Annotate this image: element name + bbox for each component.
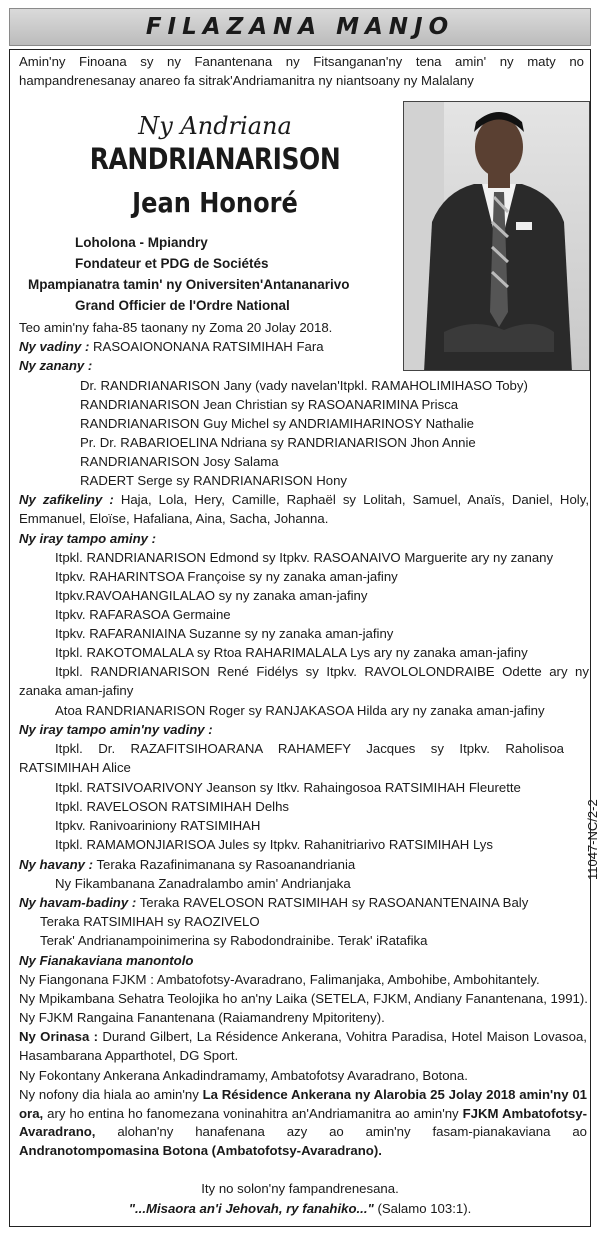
sibling-6: Itpkl. RAKOTOMALALA sy Rtoa RAHARIMALALA Lys ary ny zanaka aman-jafiny (55, 645, 528, 660)
sibling-1: Itpkl. RANDRIANARISON Edmond sy Itpkv. RASOANAIVO Marguerite ary ny zanany (55, 550, 554, 565)
honorific: Ny Andriana (138, 112, 292, 140)
wife-sibling-1: Itpkl. Dr. RAZAFITSIHOARANA RAHAMEFY Jacques sy Itpkv. Raholisoa RATSIMIHAH Alice (19, 741, 564, 775)
nofony-4: FJKM Ambatofotsy-Avaradrano, (19, 1105, 587, 1140)
havam-badiny-3: Terak' Andrianampoinimerina sy Rabodondrainibe. Terak' iRatafika (40, 933, 428, 948)
child-5: RANDRIANARISON Josy Salama (80, 454, 279, 469)
sibling-8: Atoa RANDRIANARISON Roger sy RANJAKASOA Hilda ary ny zanaka aman-jafiny (55, 703, 545, 718)
orinasa-list: Durand Gilbert, La Résidence Ankerana, Vohitra Paradisa, Hotel Maison Lovasoa, Hasambarana Apparthotel, DG Sport. (19, 1029, 587, 1063)
reference-code: 11047-NC/2-2 (585, 799, 600, 880)
orinasa-line (19, 1028, 587, 1065)
nofony-paragraph (19, 1086, 587, 1160)
child-4: Pr. Dr. RABARIOELINA Ndriana sy RANDRIANARISON Jhon Annie (80, 435, 476, 450)
title-3: Mpampianatra tamin' ny Oniversiten'Antananarivo (28, 277, 350, 292)
havam-badiny-label: Ny havam-badiny : (19, 895, 137, 910)
havany-1: Teraka Razafinimanana sy Rasoanandriania (96, 857, 356, 872)
fianakaviana-line: Ny Fianakaviana manontolo (19, 953, 194, 968)
given-name: Jean Honoré (132, 186, 298, 219)
widow-label: Ny vadiny : (19, 339, 90, 354)
widow-name: RASOAIONONANA RATSIMIHAH Fara (93, 339, 324, 354)
verse-line (9, 1200, 591, 1219)
siblings-label: Ny iray tampo aminy : (19, 531, 157, 546)
sibling-3: Itpkv.RAVOAHANGILALAO sy ny zanaka aman-jafiny (55, 588, 368, 603)
havam-badiny-line (19, 894, 591, 913)
surname: RANDRIANARISON (89, 142, 341, 176)
sibling-5: Itpkv. RAFARANIAINA Suzanne sy ny zanaka aman-jafiny (55, 626, 394, 641)
wife-sibling-2: Itpkl. RATSIVOARIVONY Jeanson sy Itkv. Rahaingosoa RATSIMIHAH Fleurette (55, 780, 521, 795)
nofony-1: Ny nofony dia hiala ao amin'ny (19, 1087, 199, 1102)
children-label: Ny zanany : (19, 358, 93, 373)
child-2: RANDRIANARISON Jean Christian sy RASOANARIMINA Prisca (80, 397, 459, 412)
wife-siblings-label: Ny iray tampo amin'ny vadiny : (19, 722, 213, 737)
intro-text: Amin'ny Finoana sy ny Fanantenana ny Fitsanganan'ny tena amin' ny maty no hampandrenesanay anareo fa sitrak'Andriamanitra ny niantsoany ny Malalany (19, 54, 584, 88)
mpikambana-line: Ny Mpikambana Sehatra Teolojika ho an'ny Laika (SETELA, FJKM, Andiany Fanantenana, 1991). (19, 991, 588, 1006)
page-header (9, 8, 591, 46)
rangaina-line: Ny FJKM Rangaina Fanantenana (Raiamandreny Mpitoriteny). (19, 1010, 385, 1025)
title-1: Loholona - Mpiandry (75, 235, 208, 250)
nofony-6: Andranotompomasina Botona (Ambatofotsy-Avaradrano). (19, 1142, 382, 1158)
verse-text: "...Misaora an'i Jehovah, ry fanahiko..." (128, 1201, 374, 1216)
header-title: FILAZANA MANJO (145, 14, 455, 40)
havany-label: Ny havany : (19, 857, 94, 872)
grandchildren-line (19, 491, 589, 528)
sibling-7: Itpkl. RANDRIANARISON René Fidélys sy Itpkv. RAVOLOLONDRAIBE Odette ary ny zanaka aman-jafiny (19, 664, 589, 698)
nofony-5: alohan'ny hanafenana azy ao amin'ny fasam-pianakaviana ao (117, 1124, 587, 1140)
havam-badiny-2: Teraka RATSIMIHAH sy RAOZIVELO (40, 914, 260, 929)
verse-reference: (Salamo 103:1). (377, 1201, 472, 1216)
death-line: Teo amin'ny faha-85 taonany ny Zoma 20 Jolay 2018. (19, 320, 333, 335)
sibling-2: Itpkv. RAHARINTSOA Françoise sy ny zanaka aman-jafiny (55, 569, 398, 584)
fjkm-line: Ny Fiangonana FJKM : Ambatofotsy-Avaradrano, Falimanjaka, Ambohibe, Ambohitantely. (19, 972, 540, 987)
grandchildren-label: Ny zafikeliny : (19, 492, 114, 507)
title-2: Fondateur et PDG de Sociétés (75, 256, 269, 271)
havany-line (19, 856, 591, 875)
nofony-2: La Résidence Ankerana ny Alarobia 25 Jolay 2018 amin'ny 01 ora, (19, 1087, 587, 1121)
orinasa-label: Ny Orinasa : (19, 1029, 99, 1044)
wife-sibling-4: Itpkv. Ranivoariniony RATSIMIHAH (55, 818, 261, 833)
title-4: Grand Officier de l'Ordre National (75, 298, 290, 313)
havany-2: Ny Fikambanana Zanadralambo amin' Andrianjaka (55, 876, 351, 891)
closing-line: Ity no solon'ny fampandrenesana. (201, 1181, 399, 1196)
wife-sibling-3: Itpkl. RAVELOSON RATSIMIHAH Delhs (55, 799, 290, 814)
child-1: Dr. RANDRIANARISON Jany (vady navelan'Itpkl. RAMAHOLIMIHASO Toby) (80, 378, 528, 393)
child-3: RANDRIANARISON Guy Michel sy ANDRIAMIHARINOSY Nathalie (80, 416, 475, 431)
havam-badiny-1: Teraka RAVELOSON RATSIMIHAH sy RASOANANTENAINA Baly (139, 895, 529, 910)
widow-line (19, 338, 591, 357)
sibling-4: Itpkv. RAFARASOA Germaine (55, 607, 231, 622)
child-6: RADERT Serge sy RANDRIANARISON Hony (80, 473, 347, 488)
wife-sibling-5: Itpkl. RAMAMONJIARISOA Jules sy Itpkv. Rahanitriarivo RATSIMIHAH Lys (55, 837, 493, 852)
grandchildren-names: Haja, Lola, Hery, Camille, Raphaël sy Lolitah, Samuel, Anaïs, Daniel, Holy, Emmanuel, Eloïse, Hafaliana, Aina, Sacha, Johanna. (19, 492, 589, 526)
nofony-3: ary ho entina ho fanomezana voninahitra an'Andriamanitra ao amin'ny (47, 1105, 459, 1121)
fokontany-line: Ny Fokontany Ankerana Ankadindramamy, Ambatofotsy Avaradrano, Botona. (19, 1068, 468, 1083)
